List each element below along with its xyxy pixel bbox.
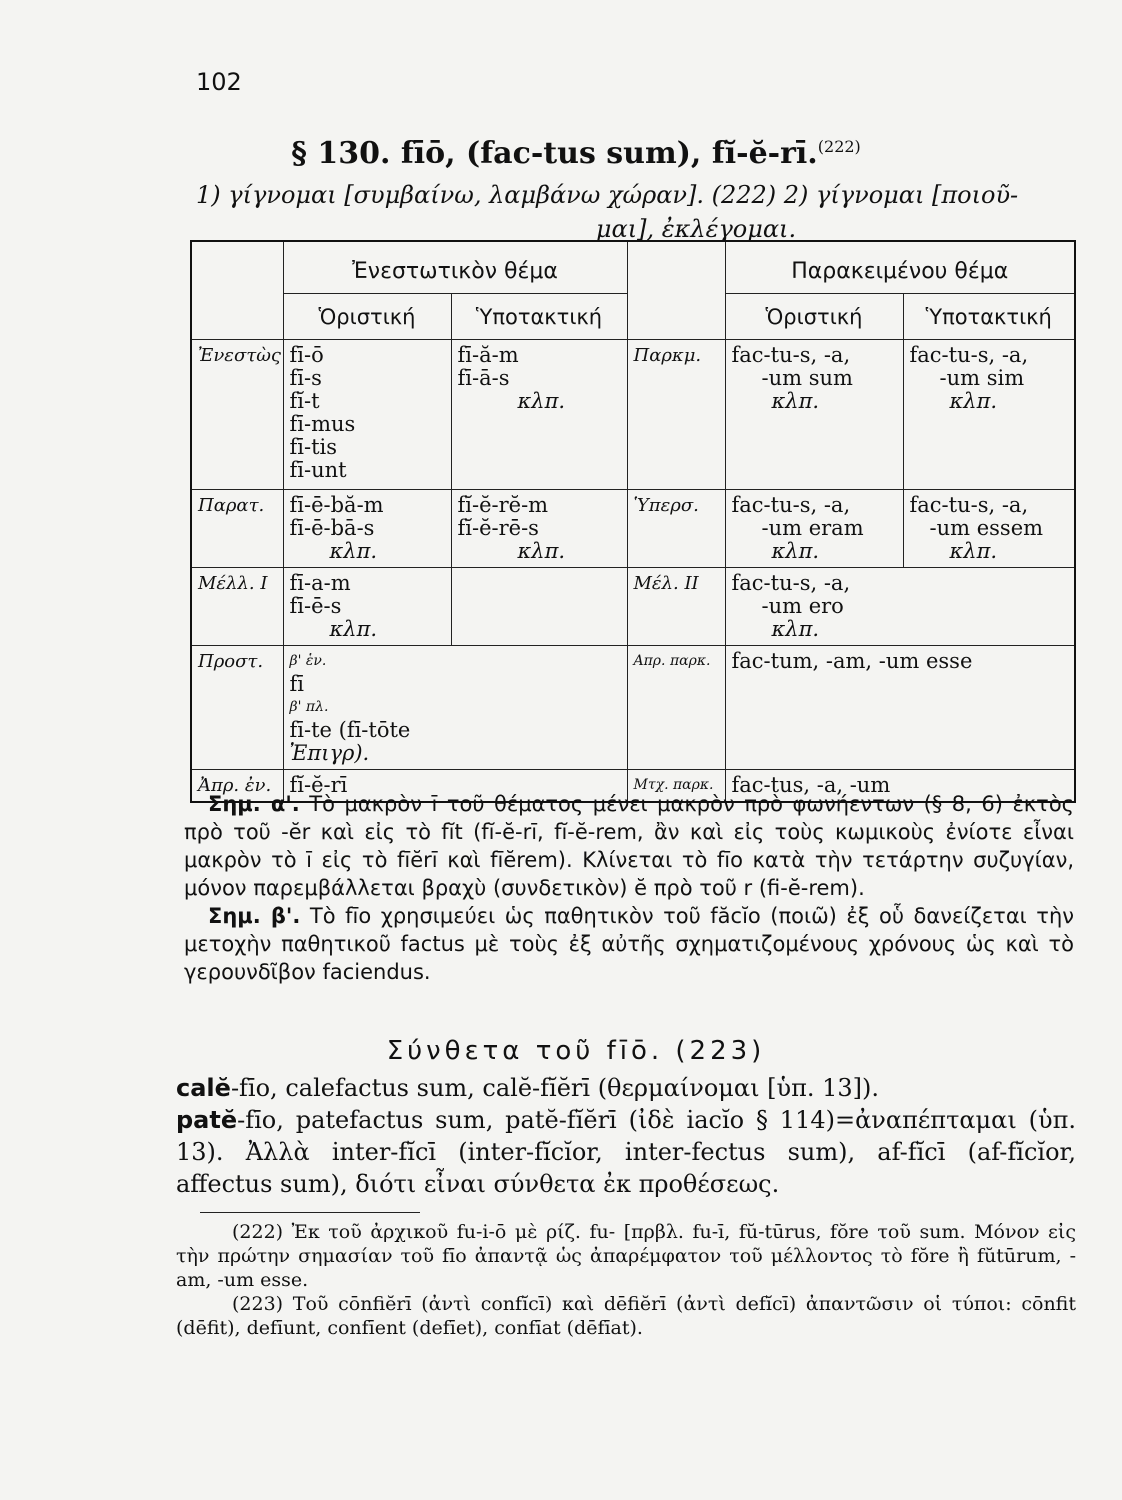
- present-indicative-cell: [283, 340, 451, 490]
- present-subjunctive-cell: [451, 340, 627, 490]
- form: -um sim: [939, 366, 1025, 390]
- etc-abbrev: κλπ.: [771, 539, 820, 563]
- form: -um sum: [761, 366, 853, 390]
- meaning-line-2: μαι], ἐκλέγομαι.: [595, 215, 797, 243]
- row-label: Μέλλ. I: [191, 568, 283, 646]
- meaning-line-1: 1) γίγνομαι [συμβαίνω, λαμβάνω χώραν]. (222) 2) γίγνομαι [ποιοῦ-: [196, 181, 1019, 209]
- note-a-text: Τὸ μακρὸν ī τοῦ θέματος μένει μακρὸν πρὸ φωνήεντων (§ 8, 6) ἐκτὸς πρὸ τοῦ -ĕr καὶ εἰς τὸ fĭt (fĭ-ĕ-rī, fĭ-ĕ-rem, ἂν καὶ εἰς τοὺς κωμικοὺς ἐνίοτε εἶναι μακρὸν τὸ ī εἰς τὸ fīĕrī καὶ fīĕrem). Κλίνεται τὸ fīo κατὰ τὴν τετάρτην συζυγίαν, μόνον παρεμβάλλεται βραχὺ (συνδετικὸν) ĕ πρὸ τοῦ r (fi-ĕ-rem).: [184, 792, 1074, 900]
- notes: [184, 790, 1074, 986]
- compound-text: -fīo, patefactus sum, patĕ-fĭĕrī (ἰδὲ iacĭo § 114)=ἀναπέπταμαι (ὑπ. 13). Ἀλλὰ inter-fĭcī (inter-fĭcĭor, inter-fectus sum), af-fĭcī (af-fĭcĭor, affectus sum), διότι εἶναι σύνθετα ἐκ προθέσεως.: [176, 1106, 1076, 1198]
- perfect-subjunctive-cell: [903, 340, 1075, 490]
- form: fī-unt: [289, 458, 347, 482]
- form: fī-mus: [289, 412, 356, 436]
- present-indicative-cell: [283, 568, 451, 646]
- empty-cell: [451, 568, 627, 646]
- form: fī-s: [289, 366, 322, 390]
- form: -um eram: [761, 516, 864, 540]
- inscription-abbrev: Ἐπιγρ).: [289, 741, 370, 765]
- header-empty: [191, 241, 283, 340]
- form: fac-tu-s, -a,: [909, 493, 1029, 517]
- form: fac-tu-s, -a,: [731, 343, 851, 367]
- form: -um essem: [929, 516, 1044, 540]
- table-row: [191, 646, 1075, 770]
- section-heading: [0, 136, 1122, 171]
- infinitive-cell: fĭ-ĕ-rī: [283, 770, 627, 803]
- perfect-infinitive-cell: fac-tum, -am, -um esse: [725, 646, 1075, 770]
- etc-abbrev: κλπ.: [329, 539, 378, 563]
- compounds-heading: Σύνθετα τοῦ fīō. (223): [386, 1036, 766, 1066]
- perfect-subjunctive-header: Ὑποτακτική: [903, 294, 1075, 340]
- perfect-indicative-cell: [725, 490, 903, 568]
- imperative-singular: [290, 650, 621, 696]
- form: fī-ā-s: [457, 366, 510, 390]
- form: fĭ-ĕ-rē-s: [457, 516, 539, 540]
- participle-cell: fac-tus, -a, -um: [725, 770, 1075, 803]
- footnote-divider: [200, 1212, 420, 1213]
- table-header-row: [191, 241, 1075, 294]
- form: fac-tu-s, -a,: [731, 493, 851, 517]
- table-row: [191, 490, 1075, 568]
- footnote-ref-222: (222): [817, 137, 861, 156]
- header-empty-2: [627, 241, 725, 340]
- form: fac-tu-s, -a,: [731, 571, 851, 595]
- perfect-row-label: Απρ. παρκ.: [627, 646, 725, 770]
- form: fĭ-ĕ-rĕ-m: [457, 493, 549, 517]
- table-row: [191, 568, 1075, 646]
- perfect-row-label: Ὑπερσ.: [627, 490, 725, 568]
- compound-text: -fīo, calefactus sum, calĕ-fĭĕrī (θερμαίνομαι [ὑπ. 13]).: [230, 1074, 880, 1102]
- etc-abbrev: κλπ.: [329, 617, 378, 641]
- present-subjunctive-cell: [451, 490, 627, 568]
- form: fī-ē-s: [289, 594, 342, 618]
- table-row: [191, 340, 1075, 490]
- compounds-block: [176, 1072, 1076, 1200]
- conjugation-table: [190, 240, 1076, 803]
- etc-abbrev: κλπ.: [517, 389, 566, 413]
- form: fac-tu-s, -a,: [909, 343, 1029, 367]
- perfect-indicative-header: Ὁριστική: [725, 294, 903, 340]
- note-a-label: Σημ. α'.: [208, 792, 300, 816]
- footnote-222: (222) Ἐκ τοῦ ἀρχικοῦ fu-i-ō μὲ ρίζ. fu- [πρβλ. fu-ī, fŭ-tūrus, fŏre τοῦ sum. Μόνον εἰς τὴν πρώτην σημασίαν τοῦ fīo ἀπαντᾷ ὡς ἀπαρέμφατον τοῦ μέλλοντος τὸ fŏre ἢ fŭtūrum, -am, -um esse.: [176, 1221, 1076, 1291]
- compound-patefio: [176, 1104, 1076, 1200]
- page-number: 102: [196, 68, 242, 96]
- etc-abbrev: κλπ.: [771, 389, 820, 413]
- perfect-row-label: Παρκμ.: [627, 340, 725, 490]
- row-label: Προστ.: [191, 646, 283, 770]
- meaning-block: [196, 178, 1076, 246]
- etc-abbrev: κλπ.: [949, 539, 998, 563]
- present-subjunctive-header: Ὑποτακτική: [451, 294, 627, 340]
- present-stem-header: Ἐνεστωτικὸν θέμα: [283, 241, 627, 294]
- note-b: [184, 902, 1074, 986]
- compound-prefix: calĕ: [176, 1074, 231, 1102]
- perfect-indicative-cell: [725, 568, 1075, 646]
- imperative-cell: [283, 646, 627, 770]
- form: -um ero: [761, 594, 844, 618]
- etc-abbrev: κλπ.: [771, 617, 820, 641]
- compound-calefio: [176, 1072, 1076, 1104]
- row-label: Παρατ.: [191, 490, 283, 568]
- person-abbrev: β' πλ.: [289, 699, 329, 715]
- row-label: Ἐνεστὼς: [191, 340, 283, 490]
- perfect-indicative-cell: [725, 340, 903, 490]
- imperative-plural: [290, 696, 621, 765]
- footnote-223: (223) Τοῦ cōnfiĕrī (ἀντὶ confĭcī) καὶ dēfiĕrī (ἀντὶ defĭcī) ἀπαντῶσιν οἱ τύποι: cōnfit (dēfit), defīunt, confīent (defīet), confīat (dēfīat).: [176, 1293, 1076, 1339]
- row-label: Ἀπρ. ἐν.: [191, 770, 283, 803]
- form: fī-ē-bā-s: [289, 516, 375, 540]
- present-indicative-cell: [283, 490, 451, 568]
- note-b-text: Τὸ fīo χρησιμεύει ὡς παθητικὸν τοῦ făcĭo (ποιῶ) ἐξ οὗ δανείζεται τὴν μετοχὴν παθητικοῦ factus μὲ τοὺς ἐξ αὐτῆς σχηματιζομένους χρόνους ὡς καὶ τὸ γερουνδῖβον faciendus.: [184, 904, 1074, 984]
- form: fī-ē-bă-m: [289, 493, 384, 517]
- form: fī-ă-m: [457, 343, 519, 367]
- present-indicative-header: Ὁριστική: [283, 294, 451, 340]
- compound-prefix: patĕ: [176, 1106, 238, 1134]
- person-abbrev: β' ἑν.: [289, 653, 327, 669]
- form: fī: [289, 672, 304, 696]
- footnotes: [176, 1220, 1076, 1340]
- form: fĭ-t: [289, 389, 320, 413]
- perfect-row-label: Μέλ. II: [627, 568, 725, 646]
- etc-abbrev: κλπ.: [949, 389, 998, 413]
- perfect-subjunctive-cell: [903, 490, 1075, 568]
- etc-abbrev: κλπ.: [517, 539, 566, 563]
- note-a: [184, 790, 1074, 902]
- perfect-stem-header: Παρακειμένου θέμα: [725, 241, 1075, 294]
- form: fī-tis: [289, 435, 338, 459]
- section-heading-text: § 130. fīō, (fac-tus sum), fĭ-ĕ-rī.: [291, 136, 818, 171]
- form: fī-ō: [289, 343, 324, 367]
- perfect-row-label: Μτχ. παρκ.: [627, 770, 725, 803]
- form: fī-te (fī-tōte: [289, 718, 411, 742]
- form: fī-a-m: [289, 571, 351, 595]
- note-b-label: Σημ. β'.: [208, 904, 301, 928]
